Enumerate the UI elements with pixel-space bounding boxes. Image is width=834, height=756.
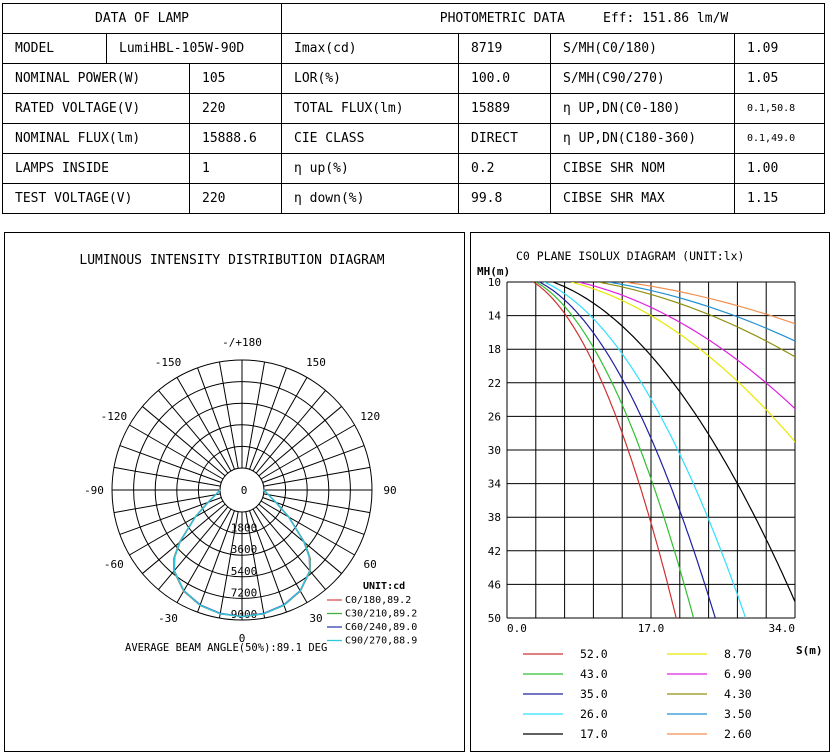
row-value: LumiHBL-105W-90D [107, 34, 282, 64]
table-row [3, 184, 825, 214]
photo-label: η down(%) [282, 184, 459, 214]
lamp-data-table [2, 3, 825, 214]
photo-value: 1.00 [735, 154, 825, 184]
photo-label: Imax(cd) [282, 34, 459, 64]
photo-value: 15889 [459, 94, 551, 124]
isolux-legend-label: 3.50 [724, 707, 752, 721]
isolux-y-tick: 42 [487, 544, 501, 558]
isolux-legend-label: 8.70 [724, 647, 752, 661]
row-label: MODEL [3, 34, 107, 64]
photo-label: CIBSE SHR MAX [551, 184, 735, 214]
polar-spoke [142, 406, 225, 475]
polar-title: LUMINOUS INTENSITY DISTRIBUTION DIAGRAM [79, 253, 385, 268]
polar-legend-label: C90/270,88.9 [345, 635, 418, 647]
row-label: NOMINAL POWER(W) [3, 64, 190, 94]
isolux-y-tick: 30 [487, 444, 501, 457]
polar-angle-label: 90 [383, 484, 397, 497]
polar-angle-label: -120 [100, 410, 128, 423]
polar-angle-label: 30 [309, 612, 323, 626]
photo-label: S/MH(C90/270) [551, 64, 735, 94]
isolux-legend-label: 6.90 [724, 667, 752, 681]
polar-angle-label: -150 [154, 355, 182, 369]
photo-value: 0.1,50.8 [735, 94, 825, 124]
photo-label: CIBSE SHR NOM [551, 154, 735, 184]
polar-angle-label: -60 [103, 558, 124, 571]
polar-angle-label: 150 [306, 355, 326, 369]
photo-value: 1.05 [735, 64, 825, 94]
row-value: 1 [190, 154, 282, 184]
photo-value: DIRECT [459, 124, 551, 154]
isolux-y-tick: 50 [487, 612, 501, 625]
photo-label: LOR(%) [282, 64, 459, 94]
isolux-diagram-panel [470, 232, 830, 752]
photo-label: S/MH(C0/180) [551, 34, 735, 64]
isolux-title: C0 PLANE ISOLUX DIAGRAM (UNIT:lx) [516, 249, 745, 263]
polar-radial-label: 5400 [230, 564, 258, 578]
isolux-legend-label: 52.0 [580, 647, 608, 661]
isolux-legend-label: 26.0 [580, 707, 608, 721]
isolux-y-tick: 34 [487, 477, 501, 491]
lamp-data-header: DATA OF LAMP [3, 4, 282, 34]
isolux-y-tick: 18 [487, 343, 501, 357]
photometric-title: PHOTOMETRIC DATA [439, 11, 565, 26]
row-value: 105 [190, 64, 282, 94]
polar-spoke [158, 390, 227, 473]
photo-value: 1.09 [735, 34, 825, 64]
row-value: 220 [190, 94, 282, 124]
isolux-x-tick: 0.0 [507, 622, 527, 635]
polar-unit-label: UNIT:cd [363, 581, 406, 592]
isolux-legend-label: 4.30 [724, 687, 752, 701]
polar-spoke [259, 406, 342, 475]
row-label: TEST VOLTAGE(V) [3, 184, 190, 214]
isolux-legend-label: 43.0 [580, 667, 608, 681]
row-label: LAMPS INSIDE [3, 154, 190, 184]
polar-legend-label: C60/240,89.0 [345, 622, 418, 633]
photo-value: 100.0 [459, 64, 551, 94]
photo-value: 99.8 [459, 184, 551, 214]
photo-label: TOTAL FLUX(lm) [282, 94, 459, 124]
isolux-legend-label: 35.0 [580, 687, 608, 701]
polar-radial-label: 3600 [230, 543, 258, 557]
polar-spoke [256, 390, 325, 473]
polar-angle-label: 60 [363, 558, 377, 571]
photometric-header [282, 4, 825, 34]
polar-diagram [5, 233, 464, 751]
polar-angle-label: 0 [238, 632, 246, 645]
table-row [3, 94, 825, 124]
photo-value: 0.1,49.0 [735, 124, 825, 154]
isolux-xlabel: S(m) [796, 644, 823, 657]
isolux-y-tick: 38 [487, 511, 501, 525]
polar-radial-label: 7200 [230, 586, 258, 600]
polar-angle-label: 120 [360, 410, 381, 423]
row-value: 15888.6 [190, 124, 282, 154]
isolux-legend-label: 17.0 [580, 727, 608, 741]
isolux-legend-label: 2.60 [724, 727, 752, 741]
polar-spoke [142, 504, 225, 573]
polar-diagram-panel [4, 232, 465, 752]
table-row [3, 124, 825, 154]
isolux-ylabel: MH(m) [477, 265, 511, 278]
photo-label: CIE CLASS [282, 124, 459, 154]
row-label: RATED VOLTAGE(V) [3, 94, 190, 124]
isolux-y-tick: 46 [487, 578, 501, 592]
photo-value: 1.15 [735, 184, 825, 214]
photo-value: 8719 [459, 34, 551, 64]
polar-spoke [259, 504, 342, 573]
row-label: NOMINAL FLUX(lm) [3, 124, 190, 154]
photo-label: η UP,DN(C0-180) [551, 94, 735, 124]
table-row [3, 154, 825, 184]
polar-radial-label: 0 [240, 484, 248, 497]
polar-angle-label: -30 [158, 612, 178, 626]
isolux-y-tick: 22 [487, 376, 501, 390]
polar-radial-label: 9000 [230, 608, 258, 621]
polar-radial-label: 1800 [230, 521, 258, 535]
polar-legend-label: C0/180,89.2 [345, 595, 412, 606]
polar-angle-label: -90 [84, 484, 104, 497]
polar-legend-label: C30/210,89.2 [345, 608, 418, 620]
efficiency-value: Eff: 151.86 lm/W [603, 11, 729, 26]
row-value: 220 [190, 184, 282, 214]
photo-label: η UP,DN(C180-360) [551, 124, 735, 154]
table-row [3, 64, 825, 94]
isolux-y-tick: 14 [487, 309, 501, 323]
photo-label: η up(%) [282, 154, 459, 184]
isolux-diagram [471, 233, 829, 751]
isolux-y-tick: 26 [487, 410, 501, 424]
polar-angle-label: -/+180 [222, 336, 262, 349]
photo-value: 0.2 [459, 154, 551, 184]
isolux-y-tick: 10 [487, 276, 501, 289]
isolux-x-tick: 17.0 [637, 622, 665, 635]
isolux-x-tick: 34.0 [768, 622, 795, 635]
table-row [3, 34, 825, 64]
polar-beam-note: AVERAGE BEAM ANGLE(50%):89.1 DEG [125, 642, 328, 654]
